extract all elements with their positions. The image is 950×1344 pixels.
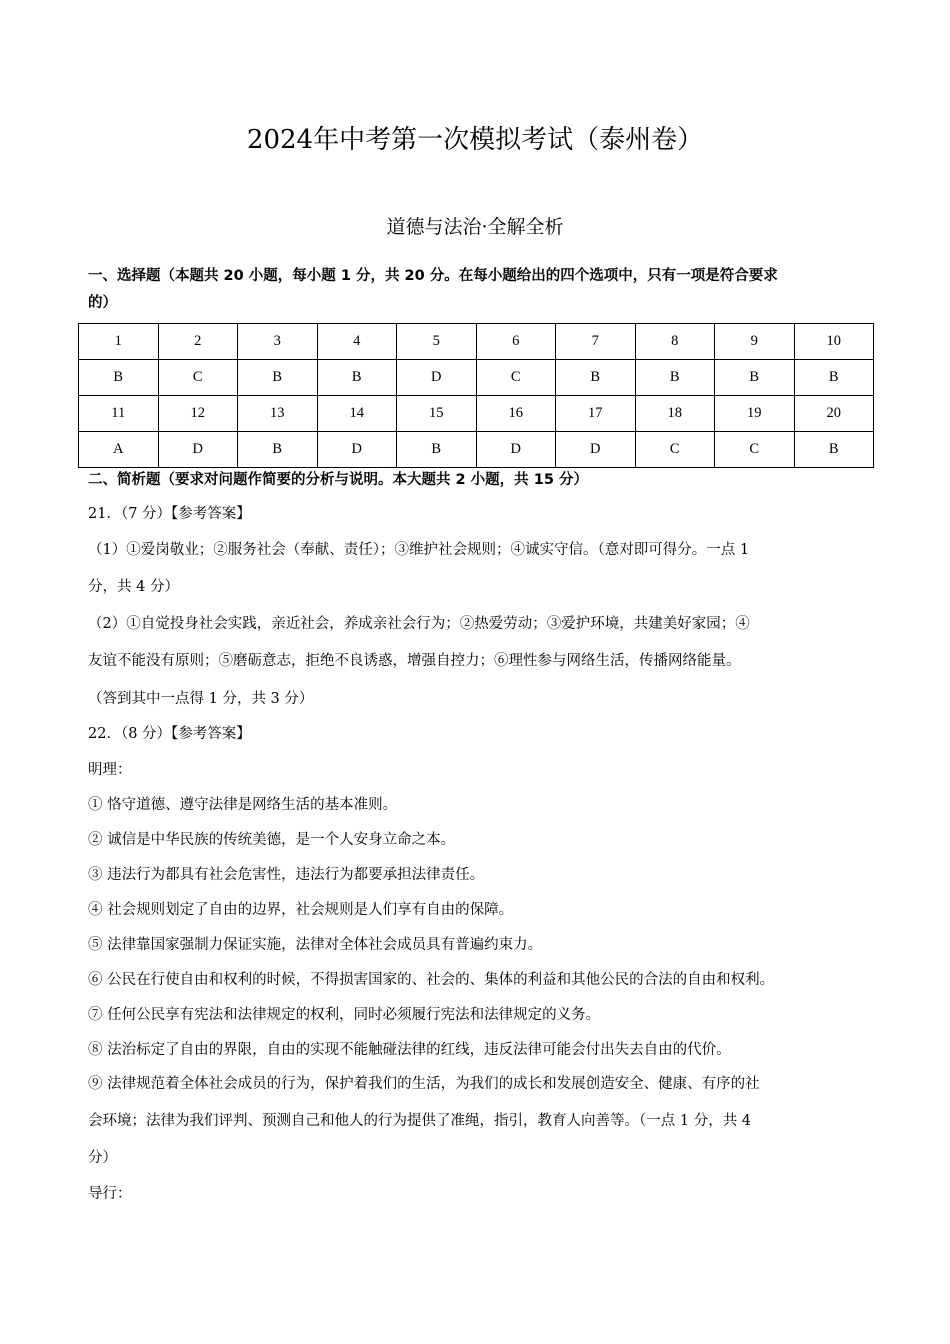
table-cell: B bbox=[238, 360, 318, 396]
table-cell: 17 bbox=[556, 396, 636, 432]
text-line: 会环境；法律为我们评判、预测自己和他人的行为提供了准绳，指引，教育人向善等。（一点 1 分，共 4 bbox=[88, 1113, 752, 1129]
text-line: 21．（7 分）【参考答案】 bbox=[88, 506, 251, 522]
text-line: ⑦ 任何公民享有宪法和法律规定的权利，同时必须履行宪法和法律规定的义务。 bbox=[88, 1007, 601, 1023]
table-cell: B bbox=[317, 360, 397, 396]
table-cell: 6 bbox=[476, 324, 556, 360]
table-cell: 3 bbox=[238, 324, 318, 360]
question-number-row bbox=[79, 324, 874, 360]
text-line: 明理： bbox=[88, 762, 132, 778]
table-cell: D bbox=[397, 360, 477, 396]
text-line: 分） bbox=[88, 1150, 117, 1166]
table-cell: 16 bbox=[476, 396, 556, 432]
table-cell: D bbox=[317, 432, 397, 468]
table-cell: 1 bbox=[79, 324, 159, 360]
answer-key-table bbox=[78, 323, 874, 468]
document-title: 2024年中考第一次模拟考试（泰州卷） bbox=[246, 125, 704, 155]
table-cell: 20 bbox=[794, 396, 874, 432]
table-cell: 15 bbox=[397, 396, 477, 432]
text-line: ② 诚信是中华民族的传统美德，是一个人安身立命之本。 bbox=[88, 832, 456, 848]
table-cell: 13 bbox=[238, 396, 318, 432]
table-cell: 2 bbox=[158, 324, 238, 360]
table-cell: D bbox=[556, 432, 636, 468]
table-cell: C bbox=[635, 432, 715, 468]
table-cell: B bbox=[397, 432, 477, 468]
text-line: 友谊不能没有原则；⑤磨砺意志，拒绝不良诱惑，增强自控力；⑥理性参与网络生活，传播网络能量。 bbox=[88, 653, 741, 669]
table-cell: 14 bbox=[317, 396, 397, 432]
text-line: ⑥ 公民在行使自由和权利的时候，不得损害国家的、社会的、集体的利益和其他公民的合法的自由和权利。 bbox=[88, 972, 775, 988]
text-line: ③ 违法行为都具有社会危害性，违法行为都要承担法律责任。 bbox=[88, 867, 485, 883]
table-cell: 8 bbox=[635, 324, 715, 360]
text-line: ① 恪守道德、遵守法律是网络生活的基本准则。 bbox=[88, 797, 398, 813]
table-cell: B bbox=[556, 360, 636, 396]
text-line: 22．（8 分）【参考答案】 bbox=[88, 726, 251, 742]
text-line: ⑧ 法治标定了自由的界限，自由的实现不能触碰法律的红线，违反法律可能会付出失去自由的代价。 bbox=[88, 1042, 731, 1058]
table-cell: B bbox=[715, 360, 795, 396]
table-cell: B bbox=[794, 432, 874, 468]
text-line: （1）①爱岗敬业；②服务社会（奉献、责任）；③维护社会规则；④诚实守信。（意对即可得分。一点 1 bbox=[88, 542, 750, 558]
document-subtitle: 道德与法治·全解全析 bbox=[386, 216, 564, 238]
section2-heading: 二、简析题（要求对问题作简要的分析与说明。本大题共 2 小题，共 15 分） bbox=[88, 472, 588, 488]
text-line: 导行： bbox=[88, 1186, 132, 1202]
text-line: （答到其中一点得 1 分，共 3 分） bbox=[88, 691, 314, 707]
table-cell: C bbox=[715, 432, 795, 468]
table-cell: D bbox=[158, 432, 238, 468]
table-cell: 12 bbox=[158, 396, 238, 432]
table-cell: 4 bbox=[317, 324, 397, 360]
answer-row bbox=[79, 360, 874, 396]
table-cell: A bbox=[79, 432, 159, 468]
text-line: ⑨ 法律规范着全体社会成员的行为，保护着我们的生活，为我们的成长和发展创造安全、健康、有序的社 bbox=[88, 1076, 760, 1092]
table-cell: 10 bbox=[794, 324, 874, 360]
text-line: （2）①自觉投身社会实践，亲近社会，养成亲社会行为；②热爱劳动；③爱护环境，共建美好家园；④ bbox=[88, 616, 750, 632]
text-line: ⑤ 法律靠国家强制力保证实施，法律对全体社会成员具有普遍约束力。 bbox=[88, 937, 543, 953]
table-cell: C bbox=[476, 360, 556, 396]
table-cell: 5 bbox=[397, 324, 477, 360]
text-line: 分，共 4 分） bbox=[88, 579, 179, 595]
text-line: ④ 社会规则划定了自由的边界，社会规则是人们享有自由的保障。 bbox=[88, 902, 514, 918]
table-cell: 7 bbox=[556, 324, 636, 360]
table-cell: C bbox=[158, 360, 238, 396]
table-cell: B bbox=[238, 432, 318, 468]
table-cell: 9 bbox=[715, 324, 795, 360]
table-cell: D bbox=[476, 432, 556, 468]
answer-row bbox=[79, 432, 874, 468]
section1-heading-cont: 的） bbox=[88, 295, 117, 311]
question-number-row bbox=[79, 396, 874, 432]
table-cell: 11 bbox=[79, 396, 159, 432]
section1-heading: 一、选择题（本题共 20 小题，每小题 1 分，共 20 分。在每小题给出的四个选项中，只有一项是符合要求 bbox=[88, 268, 778, 284]
table-cell: B bbox=[794, 360, 874, 396]
table-cell: 18 bbox=[635, 396, 715, 432]
table-cell: B bbox=[635, 360, 715, 396]
table-cell: 19 bbox=[715, 396, 795, 432]
table-cell: B bbox=[79, 360, 159, 396]
